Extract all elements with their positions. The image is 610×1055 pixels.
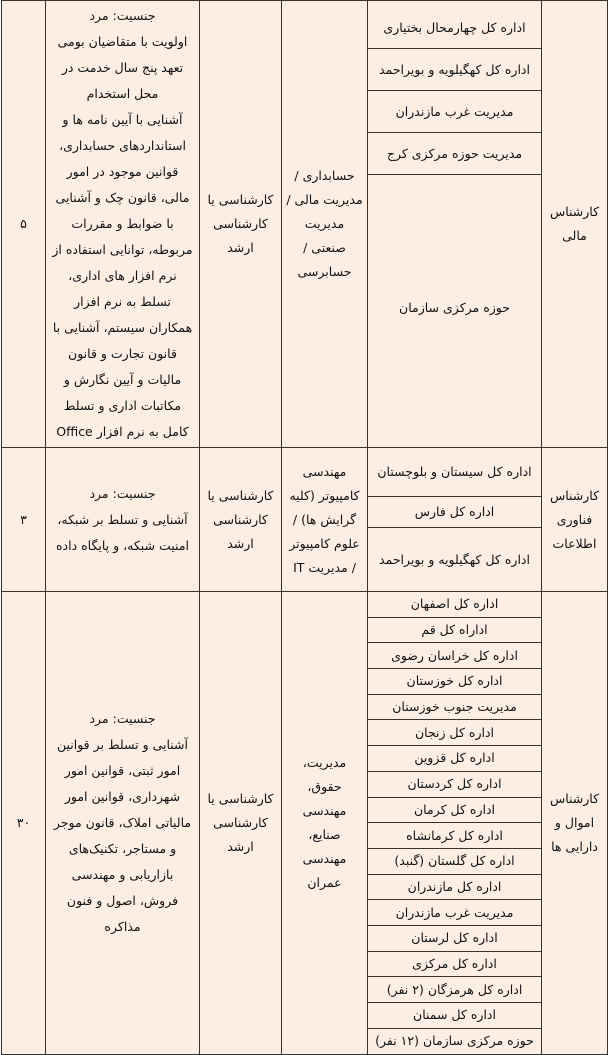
requirement-line: آشنایی با آیین نامه ها و استانداردهای حسابداری، قوانین موجود در امور مالی، قانون چک و آشنایی با ضوابط و مقررات مربوطه، توانایی استفاده از نرم افزار های اداری، تسلط به نرم افزار همکاران سیستم، آشنایی با قانون تجارت و قانون مالیات و آیین نگارش و مکاتبات اداری و تسلط کامل به نرم افزار Office: [52, 112, 193, 439]
jobs-table-body: [2, 1, 608, 1055]
degree-cell: کارشناسی یا کارشناسی ارشد: [200, 448, 282, 592]
unit-item: اداره کل کهگیلویه و بویراحمد: [379, 551, 530, 567]
count-cell: ۵: [2, 1, 46, 448]
field-of-study-cell: مدیریت، حقوق، مهندسی صنایع، مهندسی عمران: [282, 592, 368, 1055]
requirements-cell: [46, 1, 200, 448]
job-title-cell: کارشناس مالی: [542, 1, 608, 448]
unit-item: اداره کل اصفهان: [368, 592, 541, 618]
job-row: [2, 1, 608, 448]
units-cell: [368, 448, 542, 592]
units-cell: [368, 592, 542, 1055]
requirements-cell: [46, 592, 200, 1055]
unit-item: حوزه مرکزی سازمان: [399, 300, 510, 315]
job-row: [2, 448, 608, 592]
unit-item: اداره کل لرستان: [368, 926, 541, 952]
unit-item: اداره کل کردستان: [368, 772, 541, 798]
unit-item: اداره کل کرمانشاه: [368, 823, 541, 849]
count-cell: ۳: [2, 448, 46, 592]
unit-item: مدیریت جنوب خوزستان: [368, 695, 541, 721]
unit-item: اداره کل مرکزی: [368, 952, 541, 978]
requirement-line: جنسیت: مرد: [89, 8, 156, 23]
requirement-line: اولویت با متقاضیان بومی: [57, 34, 188, 49]
unit-item: حوزه مرکزی سازمان (۱۲ نفر): [375, 1033, 534, 1049]
count-cell: ۳۰: [2, 592, 46, 1055]
unit-item: اداره کل مازندران: [368, 875, 541, 901]
requirement-line: تعهد پنج سال خدمت در محل استخدام: [61, 60, 184, 101]
unit-item: اداره کل زنجان: [368, 720, 541, 746]
unit-item: اداره کل خوزستان: [368, 669, 541, 695]
unit-item: اداره کل هرمزگان (۲ نفر): [368, 977, 541, 1003]
units-list: [368, 448, 541, 591]
unit-item: اداره کل سمنان: [368, 1003, 541, 1029]
job-title-cell: کارشناس فناوری اطلاعات: [542, 448, 608, 592]
unit-item: اداره کل قزوین: [368, 746, 541, 772]
units-list: [368, 592, 541, 1054]
unit-item: مدیریت غرب مازندران: [368, 900, 541, 926]
degree-cell: کارشناسی یا کارشناسی ارشد: [200, 592, 282, 1055]
unit-item: اداره کل گلستان (گنبد): [368, 849, 541, 875]
unit-item: مدیریت حوزه مرکزی کرج: [368, 133, 541, 175]
requirements-cell: [46, 448, 200, 592]
unit-item: اداره کل فارس: [368, 497, 541, 528]
job-title-cell: کارشناس اموال و دارایی ها: [542, 592, 608, 1055]
field-of-study-cell: مهندسی کامپیوتر (کلیه گرایش ها) / علوم کامپیوتر / مدیریت IT: [282, 448, 368, 592]
units-cell: [368, 1, 542, 448]
degree-cell: کارشناسی یا کارشناسی ارشد: [200, 1, 282, 448]
job-row: [2, 592, 608, 1055]
requirement-line: جنسیت: مرد: [89, 485, 156, 501]
unit-item: اداره کل چهارمحال بختیاری: [368, 7, 541, 49]
unit-item: اداره کل سیستان و بلوچستان: [368, 448, 541, 497]
unit-item: اداره کل خراسان رضوی: [368, 643, 541, 669]
unit-item: مدیریت غرب مازندران: [368, 91, 541, 133]
unit-item: اداره کل کهگیلویه و بویراحمد: [368, 49, 541, 91]
unit-item: اداره کل کرمان: [368, 798, 541, 824]
field-of-study-cell: حسابداری / مدیریت مالی / مدیریت صنعتی / حسابرسی: [282, 1, 368, 448]
jobs-table: [1, 0, 608, 1055]
requirement-line: آشنایی و تسلط بر شبکه، امنیت شبکه، و پایگاه داده: [56, 511, 189, 553]
requirement-line: جنسیت: مرد: [89, 710, 156, 726]
unit-item: اداراه کل قم: [368, 618, 541, 644]
units-list: [368, 7, 541, 441]
requirement-line: آشنایی و تسلط بر قوانین امور ثبتی، قوانین امور شهرداری، قوانین امور مالیاتی املاک، قانون موجر و مستاجر، تکنیک‌های بازاریابی و مهندسی فروش، اصول و فنون مذاکره: [53, 736, 192, 934]
